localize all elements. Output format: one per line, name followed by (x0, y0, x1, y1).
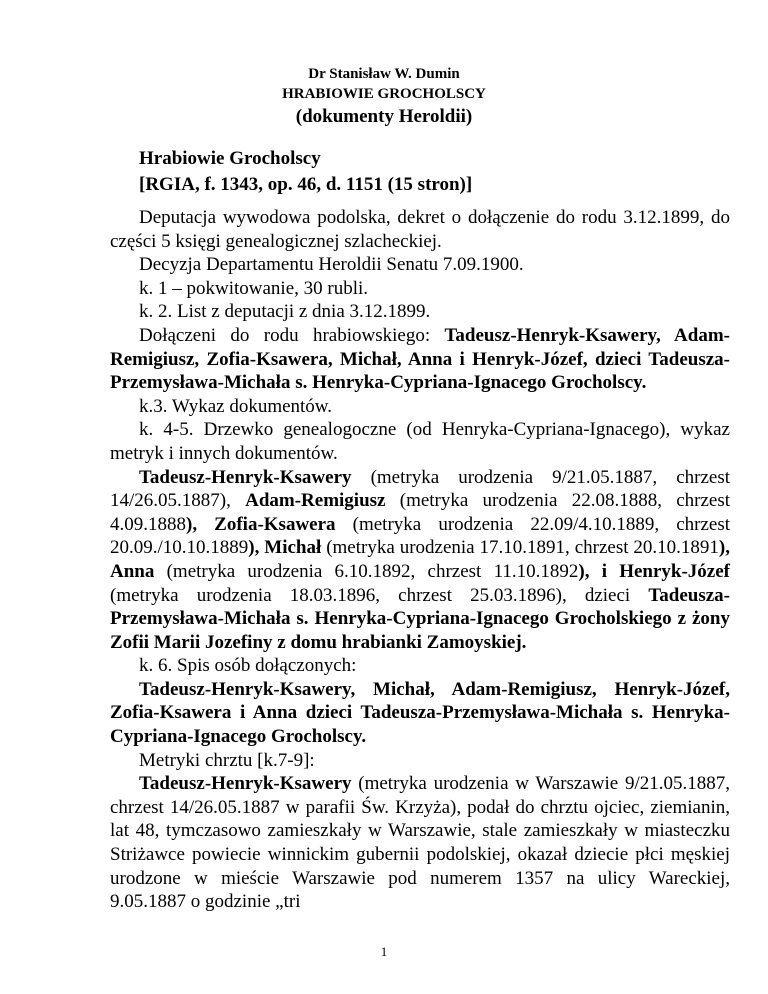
paragraph (110, 418, 730, 465)
paragraph (110, 324, 730, 395)
bold-text-run: ), i Henryk-Józef (578, 560, 731, 582)
document-body (110, 206, 730, 914)
page-number: 1 (380, 944, 388, 959)
document-title: HRABIOWIE GROCHOLSCY (282, 86, 486, 102)
paragraph (110, 206, 730, 253)
paragraph (110, 277, 730, 301)
text-run: Deputacja wywodowa podolska, dekret o dołączenie do rodu 3.12.1899, do części 5 księgi genealogicznej szlacheckiej. (110, 207, 730, 252)
bold-text-run: ), Michał (248, 537, 322, 559)
bold-text-run: Tadeusz-Henryk-Ksawery (139, 773, 352, 795)
document-subtitle: (dokumenty Heroldii) (295, 106, 473, 127)
text-run: (metryka urodzenia 22.09/4.10.1889, chrzest 20.09./10.10.1889 (110, 513, 730, 559)
text-run: (metryka urodzenia w Warszawie 9/21.05.1887, chrzest 14/26.05.1887 w parafii Św. Krzyża), podał do chrztu ojciec, ziemianin, lat 48, tymczasowo zamieszkały w Warszawie, stale zamieszkały w miasteczku Striżawce powiecie winnickim gubernii podolskiej, okazał dziecie płci męskiej urodzone w mieście Warszawie pod numerem 1357 na ulicy Wareckiej, 9.05.1887 o godzinie „tri (110, 773, 730, 913)
bold-text-run: ), Zofia-Ksawera (186, 513, 336, 535)
bold-text-run: Tadeusz-Henryk-Ksawery, Michał, Adam-Remigiusz, Henryk-Józef, Zofia-Ksawera i Anna dzieci Tadeusza-Przemysława-Michała s. Henryka-Cypriana-Ignacego Grocholscy. (110, 678, 730, 748)
bold-text-run: Tadeusz-Henryk-Ksawery (139, 466, 352, 488)
text-run: Metryki chrztu [k.7-9]: (139, 749, 315, 771)
paragraph (110, 253, 730, 277)
text-run: (metryka urodzenia 17.10.1891, chrzest 20.10.1891 (321, 537, 719, 559)
text-run: (metryka urodzenia 22.08.1888, chrzest 4.09.1888 (110, 490, 730, 535)
text-run: Decyzja Departamentu Heroldii Senatu 7.09.1900. (139, 254, 524, 276)
paragraph (110, 654, 730, 678)
bold-text-run: Tadeusz-Henryk-Ksawery, Adam-Remigiusz, Zofia-Ksawera, Michał, Anna i Henryk-Józef, dzieci Tadeusza-Przemysława-Michała s. Henryka-Cypriana-Ignacego Grocholscy. (110, 324, 730, 394)
text-run: (metryka urodzenia 9/21.05.1887, chrzest 14/26.05.1887), (110, 466, 730, 512)
section-title: Hrabiowie Grocholscy (139, 148, 321, 169)
text-run: Dołączeni do rodu hrabiowskiego: (139, 324, 445, 346)
text-run: k.3. Wykaz dokumentów. (139, 395, 333, 417)
text-run: (metryka urodzenia 6.10.1892, chrzest 11.10.1892 (154, 560, 579, 582)
text-run: k. 1 – pokwitowanie, 30 rubli. (139, 277, 369, 299)
bold-text-run: ), Anna (110, 537, 730, 582)
section-reference: [RGIA, f. 1343, op. 46, d. 1151 (15 stron)] (139, 174, 473, 195)
paragraph (110, 749, 730, 773)
paragraph (110, 300, 730, 324)
text-run: (metryka urodzenia 18.03.1896, chrzest 25.03.1896), dzieci (110, 584, 649, 606)
section-heading (139, 146, 472, 198)
paragraph (110, 466, 730, 655)
bold-text-run: Adam-Remigiusz (245, 490, 386, 512)
paragraph (110, 678, 730, 749)
author-line: Dr Stanisław W. Dumin (308, 66, 460, 82)
text-run: k. 6. Spis osób dołączonych: (139, 655, 357, 677)
text-run: k. 4-5. Drzewko genealogoczne (od Henryka-Cypriana-Ignacego), wykaz metryk i innych dokumentów. (110, 419, 730, 464)
text-run: k. 2. List z deputacji z dnia 3.12.1899. (139, 301, 431, 323)
bold-text-run: Tadeusza-Przemysława-Michała s. Henryka-Cypriana-Ignacego Grocholskiego z żony Zofii Marii Jozefiny z domu hrabianki Zamoyskiej. (110, 584, 730, 653)
paragraph (110, 395, 730, 419)
paragraph (110, 772, 730, 914)
